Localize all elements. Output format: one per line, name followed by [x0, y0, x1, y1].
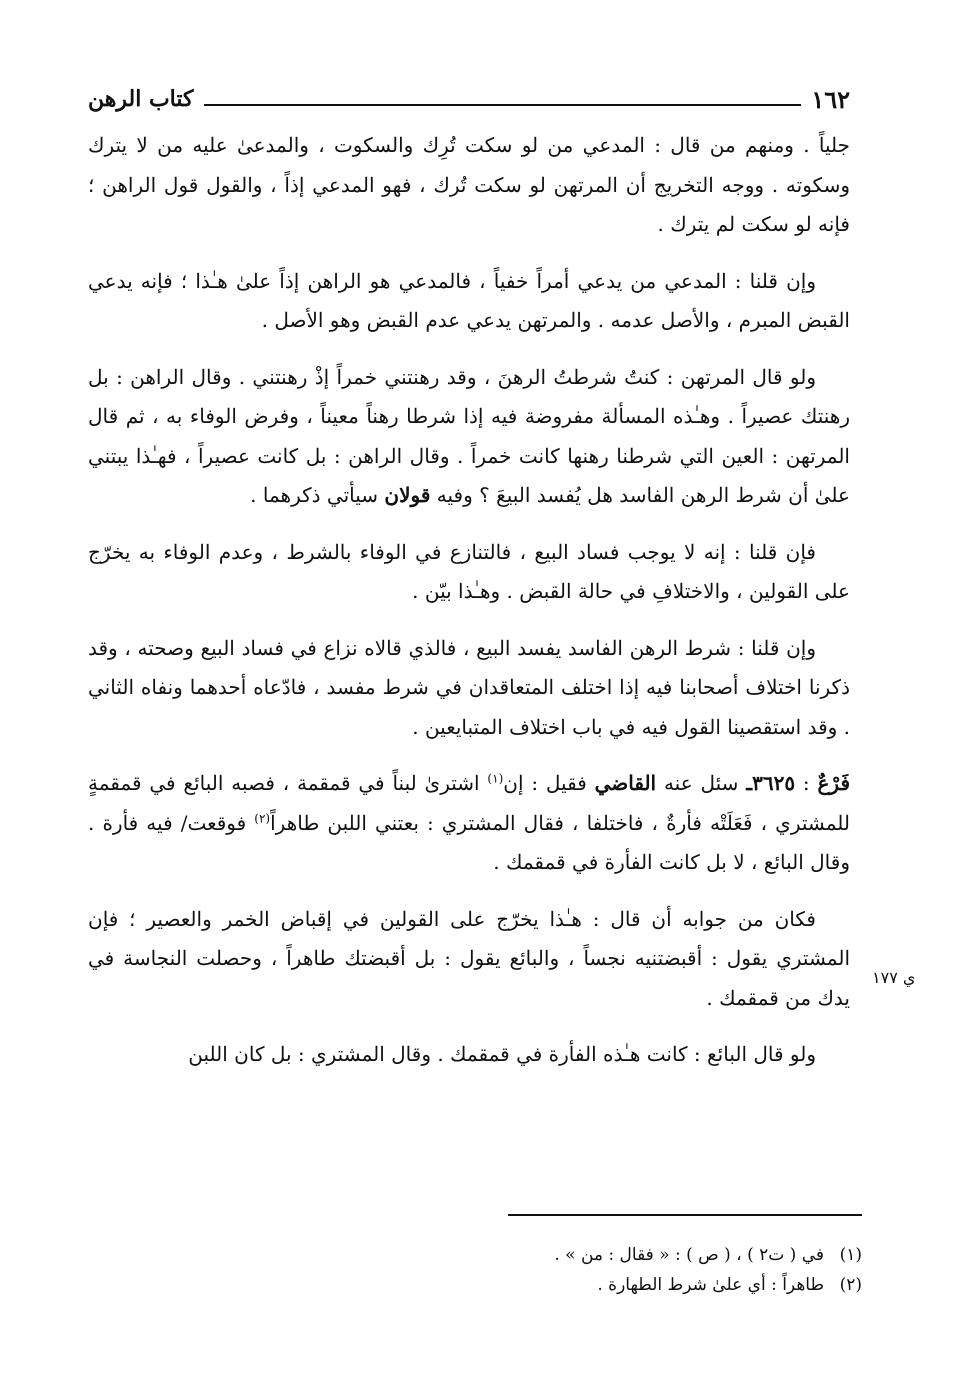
footnote-1-number: (١): [839, 1245, 862, 1265]
footnote-ref-2: (٢): [254, 810, 271, 825]
far-sep: :: [795, 771, 818, 795]
footnote-1: [300, 1240, 862, 1270]
book-title: كتاب الرهن: [88, 86, 194, 112]
paragraph-3-tail: سيأتي ذكرهما .: [250, 483, 379, 507]
footnote-2: [300, 1270, 862, 1300]
far-text-d: فوقعت/ فيه فأرة . وقال البائع ، لا بل كانت الفأرة في قمقمك .: [88, 810, 850, 874]
main-text: [88, 126, 850, 1092]
far-paragraph: [88, 764, 850, 883]
paragraph-3-text: ولو قال المرتهن : كنتُ شرطتُ الرهنَ ، وقد رهنتني خمراً إذْ رهنتني . وقال الراهن : بل رهنتك عصيراً . وهـٰذه المسألة مفروضة فيه إذا شرطا رهناً معيناً ، وفرض الوفاء به ، ثم قال المرتهن : العين التي شرطنا رهنها كانت خمراً . وقال الراهن : بل كانت عصيراً ، فهـٰذا يبتني علىٰ أن شرط الرهن الفاسد هل يُفسد البيعَ ؟ وفيه: [88, 364, 850, 507]
far-qadi: القاضي: [594, 771, 657, 795]
far-number: ٣٦٢٥ـ: [746, 771, 796, 795]
footnote-2-number: (٢): [839, 1275, 862, 1295]
paragraph-6: فكان من جوابه أن قال : هـٰذا يخرّج على القولين في إقباض الخمر والعصير ؛ فإن المشتري يقول : أقبضتنيه نجساً ، والبائع يقول : بل أقبضتك طاهراً ، وحصلت النجاسة في يدك من قمقمك .: [88, 906, 850, 1010]
paragraph-4: فإن قلنا : إنه لا يوجب فساد البيع ، فالتنازع في الوفاء بالشرط ، وعدم الوفاء به يخرّج على القولين ، والاختلافِ في حالة القبض . وهـٰذا بيّن .: [88, 539, 850, 603]
far-text-b: فقيل : إن: [503, 771, 595, 795]
margin-manuscript-ref: ي ١٧٧: [872, 968, 916, 987]
paragraph-5: وإن قلنا : شرط الرهن الفاسد يفسد البيع ، فالذي قالاه نزاع في فساد البيع وصحته ، وقد ذكرنا اختلاف أصحابنا فيه إذا اختلف المتعاقدان في شرط مفسد ، فادّعاه أحدهما ونفاه الثاني . وقد استقصينا القول فيه في باب اختلاف المتبايعين .: [88, 635, 850, 739]
page-number: ١٦٢: [811, 84, 850, 114]
footnote-1-text: في ( ت٢ ) ، ( ص ) : « فقال : من » .: [554, 1245, 824, 1265]
footnote-divider: [508, 1214, 862, 1216]
paragraph-7: ولو قال البائع : كانت هـٰذه الفأرة في قمقمك . وقال المشتري : بل كان اللبن: [188, 1042, 816, 1066]
footnote-ref-1: (١): [487, 771, 504, 786]
footnotes: [300, 1240, 862, 1300]
paragraph-1: جلياً . ومنهم من قال : المدعي من لو سكت تُرِك والسكوت ، والمدعىٰ عليه من لا يترك وسكوته . ووجه التخريج أن المرتهن لو سكت تُرك ، فهو المدعي إذاً ، والقول قول الراهن ؛ فإنه لو سكت لم يترك .: [88, 133, 851, 236]
paragraph-3-bold: قولان: [384, 483, 431, 507]
footnote-2-text: طاهراً : أي علىٰ شرط الطهارة .: [597, 1275, 824, 1295]
paragraph-2: وإن قلنا : المدعي من يدعي أمراً خفياً ، فالمدعي هو الراهن إذاً علىٰ هـٰذا ؛ فإنه يدعي القبض المبرم ، والأصل عدمه . والمرتهن يدعي عدم القبض وهو الأصل .: [88, 268, 850, 332]
far-text-a: سئل عنه: [656, 771, 747, 795]
page-header: [88, 82, 850, 116]
header-rule: [204, 104, 802, 106]
far-label: فَرْعٌ: [817, 771, 851, 795]
paragraph-3: [88, 358, 850, 516]
far-text-c: اشترىٰ لبناً في قمقمة ، فصبه البائع في قمقمةٍ للمشتري ، فَعَلَتْه فأرةٌ ، فاختلفا ، فقال المشتري : بعتني اللبن طاهراً: [88, 771, 851, 835]
